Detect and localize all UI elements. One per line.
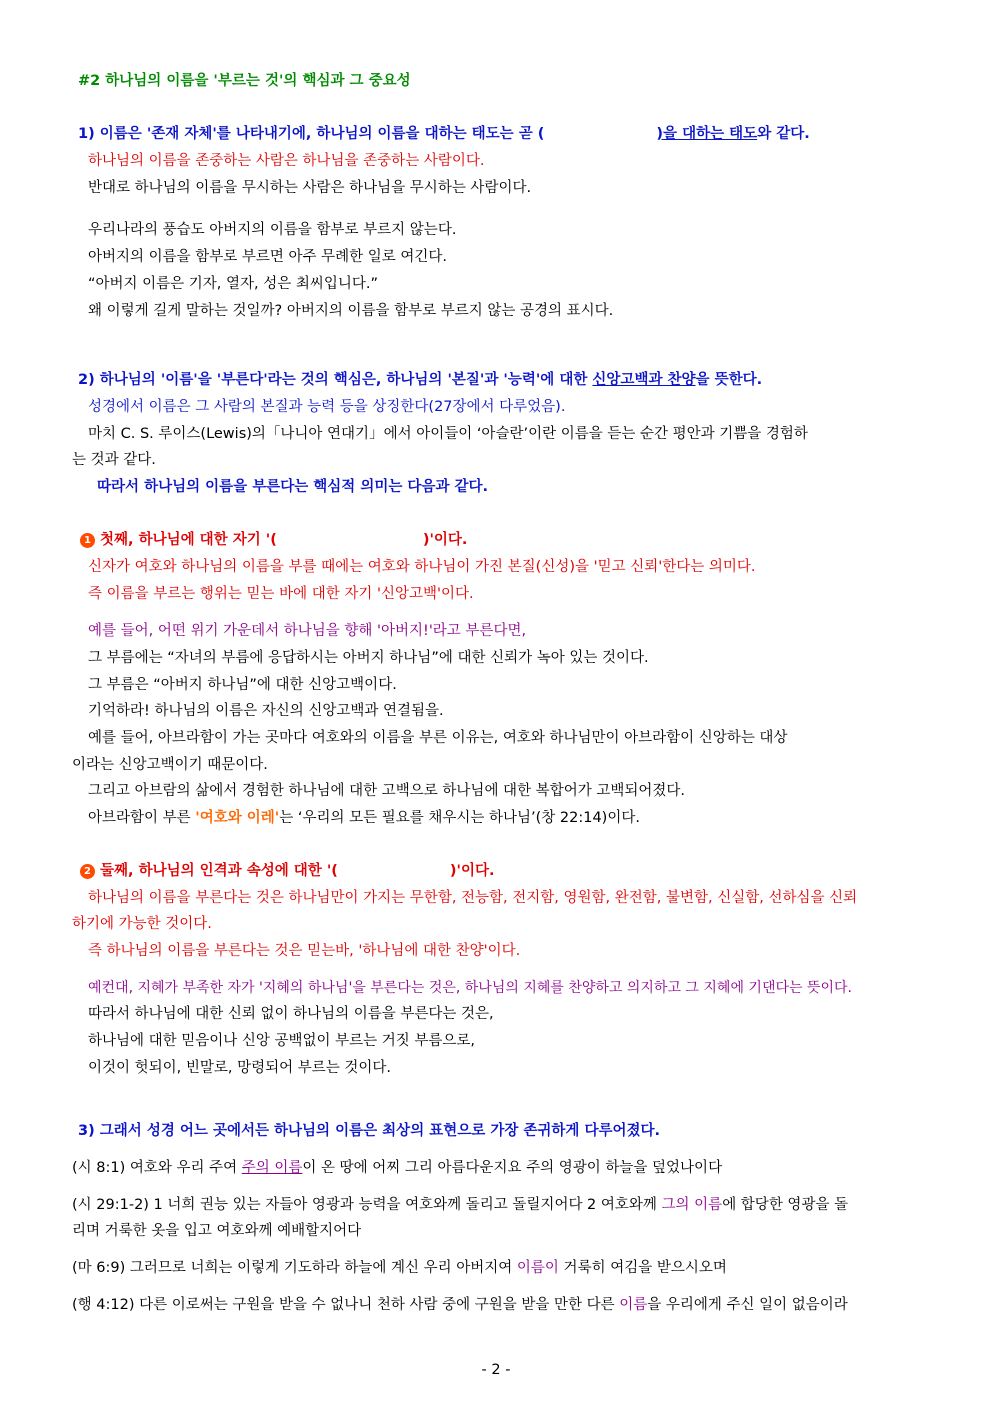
point-2-heading-tail: )'이다. bbox=[449, 863, 495, 879]
section-3-heading: 3) 그래서 성경 어느 곳에서든 하나님의 이름은 최상의 표현으로 가장 존귀하게 다루어졌다. bbox=[78, 1123, 661, 1139]
verse-psalm-29-1-2 bbox=[72, 1195, 848, 1215]
point-1-heading bbox=[80, 530, 467, 550]
text-segment: 을 우리에게 주신 일이 없음이라 bbox=[647, 1297, 848, 1313]
paragraph-line: 하나님의 이름을 부른다는 것은 하나님만이 가지는 무한함, 전능함, 전지함, 영원함, 완전함, 불변함, 신실함, 선하심을 신뢰 bbox=[88, 890, 858, 906]
point-1-heading-text: 첫째, 하나님에 대한 자기 '( bbox=[100, 532, 277, 548]
paragraph-line: 따라서 하나님에 대한 신뢰 없이 하나님의 이름을 부른다는 것은, bbox=[88, 1006, 494, 1022]
number-1-badge: 1 bbox=[80, 533, 95, 548]
section-2-heading-underlined: 신앙고백과 찬양 bbox=[592, 372, 696, 388]
paragraph-line: 즉 이름을 부르는 행위는 믿는 바에 대한 자기 '신앙고백'이다. bbox=[88, 586, 474, 602]
paragraph-line: 반대로 하나님의 이름을 무시하는 사람은 하나님을 무시하는 사람이다. bbox=[88, 180, 532, 196]
paragraph-line: 마치 C. S. 루이스(Lewis)의「나니아 연대기」에서 아이들이 ‘아슬란’이란 이름을 듣는 순간 평안과 기쁨을 경험하 bbox=[88, 426, 808, 442]
paragraph-line: “아버지 이름은 기자, 열자, 성은 최씨입니다.” bbox=[88, 276, 379, 292]
page-number: - 2 - bbox=[481, 1362, 511, 1378]
paragraph-line: 신자가 여호와 하나님의 이름을 부를 때에는 여호와 하나님이 가진 본질(신성)을 '믿고 신뢰'한다는 의미다. bbox=[88, 559, 756, 575]
text-segment: 는 ‘우리의 모든 필요를 채우시는 하나님’(창 22:14)이다. bbox=[279, 810, 640, 826]
highlight-name: 이름이 bbox=[516, 1260, 559, 1276]
paragraph-line: 예를 들어, 아브라함이 가는 곳마다 여호와의 이름을 부른 이유는, 여호와 하나님만이 아브라함이 신앙하는 대상 bbox=[88, 730, 788, 746]
paragraph-line: 예컨대, 지혜가 부족한 자가 '지혜의 하나님'을 부른다는 것은, 하나님의 지혜를 찬양하고 의지하고 그 지혜에 기댄다는 뜻이다. bbox=[88, 980, 852, 996]
section-1-heading-paren: ) bbox=[656, 126, 664, 142]
paragraph-line: 이것이 헛되이, 빈말로, 망령되어 부르는 것이다. bbox=[88, 1060, 392, 1076]
paragraph-line: 아버지의 이름을 함부로 부르면 아주 무례한 일로 여긴다. bbox=[88, 249, 448, 265]
paragraph-line bbox=[88, 808, 640, 828]
paragraph-line: 하나님에 대한 믿음이나 신앙 공백없이 부르는 거짓 부름으로, bbox=[88, 1033, 476, 1049]
highlight-name: 주의 이름 bbox=[241, 1160, 303, 1176]
section-2-heading-text: 2) 하나님의 '이름'을 '부른다'라는 것의 핵심은, 하나님의 '본질'과 '능력'에 대한 bbox=[78, 372, 593, 388]
section-2-heading-tail: 을 뜻한다. bbox=[695, 372, 763, 388]
text-segment: 에 합당한 영광을 돌 bbox=[722, 1197, 849, 1213]
paragraph-line: 성경에서 이름은 그 사람의 본질과 능력 등을 상징한다(27장에서 다루었음). bbox=[88, 399, 566, 415]
text-segment: (마 6:9) 그러므로 너희는 이렇게 기도하라 하늘에 계신 우리 아버지여 bbox=[72, 1260, 517, 1276]
section-2-heading bbox=[78, 370, 762, 390]
point-2-heading-text: 둘째, 하나님의 인격과 속성에 대한 '( bbox=[100, 863, 338, 879]
verse-matthew-6-9 bbox=[72, 1258, 727, 1278]
point-2-heading bbox=[80, 861, 495, 881]
paragraph-line: 기억하라! 하나님의 이름은 자신의 신앙고백과 연결됨을. bbox=[88, 703, 444, 719]
paragraph-line: 리며 거룩한 옷을 입고 여호와께 예배할지어다 bbox=[72, 1223, 362, 1239]
paragraph-line: 왜 이렇게 길게 말하는 것일까? 아버지의 이름을 함부로 부르지 않는 공경의 표시다. bbox=[88, 303, 614, 319]
section-1-heading-text: 1) 이름은 '존재 자체'를 나타내기에, 하나님의 이름을 대하는 태도는 곧 ( bbox=[78, 126, 545, 142]
text-segment: (시 29:1-2) 1 너희 권능 있는 자들아 영광과 능력을 여호와께 돌리고 돌릴지어다 2 여호와께 bbox=[72, 1197, 662, 1213]
paragraph-line: 예를 들어, 어떤 위기 가운데서 하나님을 향해 '아버지!'라고 부른다면, bbox=[88, 623, 527, 639]
paragraph-line: 하나님의 이름을 존중하는 사람은 하나님을 존중하는 사람이다. bbox=[88, 153, 485, 169]
section-1-heading-tail: 와 같다. bbox=[757, 126, 810, 142]
paragraph-line: 즉 하나님의 이름을 부른다는 것은 믿는바, '하나님에 대한 찬양'이다. bbox=[88, 943, 521, 959]
text-segment: 거룩히 여김을 받으시오며 bbox=[558, 1260, 727, 1276]
number-2-badge: 2 bbox=[80, 864, 95, 879]
text-segment: (시 8:1) 여호와 우리 주여 bbox=[72, 1160, 242, 1176]
paragraph-line: 우리나라의 풍습도 아버지의 이름을 함부로 부르지 않는다. bbox=[88, 222, 457, 238]
verse-psalm-8-1 bbox=[72, 1158, 722, 1178]
page-title: #2 하나님의 이름을 '부르는 것'의 핵심과 그 중요성 bbox=[78, 73, 411, 89]
text-segment: 아브라함이 부른 bbox=[88, 810, 196, 826]
highlight-name: 이름 bbox=[619, 1297, 648, 1313]
paragraph-line: 그 부름에는 “자녀의 부름에 응답하시는 아버지 하나님”에 대한 신뢰가 녹아 있는 것이다. bbox=[88, 650, 649, 666]
paragraph-line: 그 부름은 “아버지 하나님”에 대한 신앙고백이다. bbox=[88, 677, 397, 693]
paragraph-line: 그리고 아브람의 삶에서 경험한 하나님에 대한 고백으로 하나님에 대한 복합어가 고백되어졌다. bbox=[88, 783, 685, 799]
highlight-name: 그의 이름 bbox=[661, 1197, 723, 1213]
section-1-heading bbox=[78, 124, 810, 144]
paragraph-line: 따라서 하나님의 이름을 부른다는 핵심적 의미는 다음과 같다. bbox=[97, 479, 489, 495]
text-segment: 이 온 땅에 어찌 그리 아름다운지요 주의 영광이 하늘을 덮었나이다 bbox=[302, 1160, 723, 1176]
text-segment: (행 4:12) 다른 이로써는 구원을 받을 수 없나니 천하 사람 중에 구원을 받을 만한 다른 bbox=[72, 1297, 620, 1313]
point-1-heading-tail: )'이다. bbox=[422, 532, 468, 548]
paragraph-line: 이라는 신앙고백이기 때문이다. bbox=[72, 757, 268, 773]
verse-acts-4-12 bbox=[72, 1295, 848, 1315]
paragraph-line: 는 것과 같다. bbox=[72, 452, 156, 468]
section-1-heading-underlined: 을 대하는 태도 bbox=[663, 126, 758, 142]
paragraph-line: 하기에 가능한 것이다. bbox=[72, 916, 212, 932]
highlight-yahweh-yireh: '여호와 이레' bbox=[195, 810, 280, 826]
